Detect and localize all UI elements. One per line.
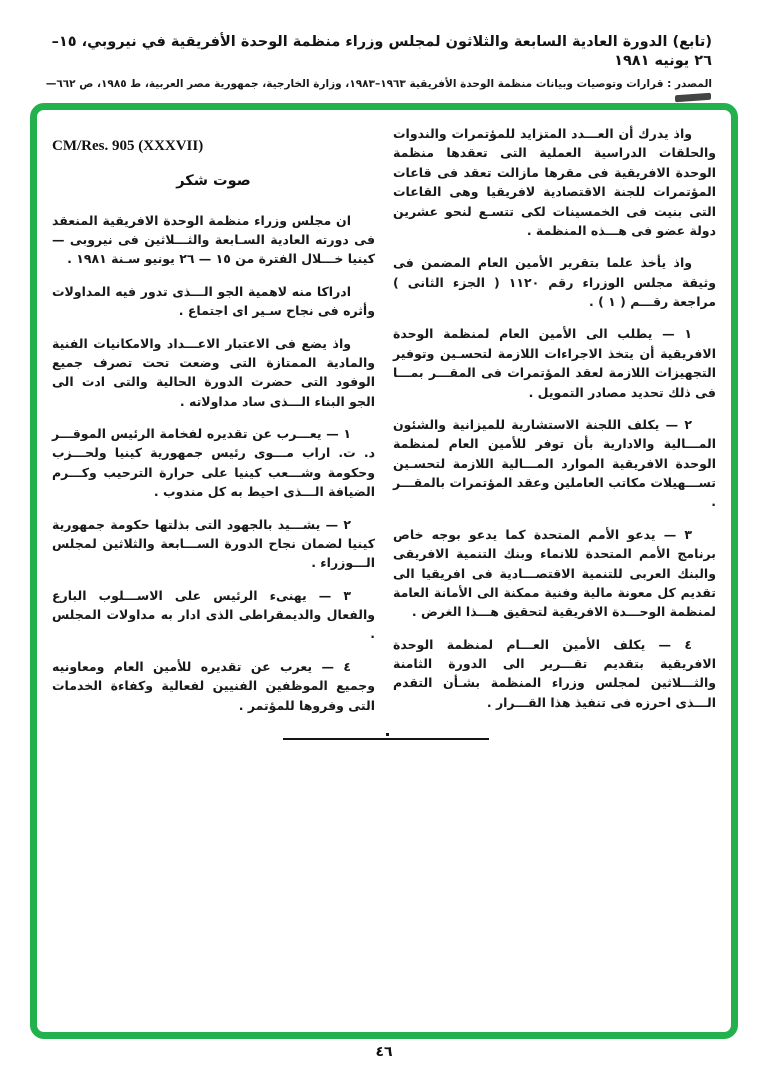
paragraph-operative-2: ٢ — يكلف اللجنة الاستشارية للميزانية والشئون المـــالية والادارية بأن توفر للأمين العام لمنظمة الوحدة الافريقية الموارد المـــالية اللازمة لتحسـين تســـهيلات مكاتب العاملين وعقد المؤتمرات بالمقـــر . [393, 416, 716, 510]
resolution-reference: CM/Res. 905 (XXXVII) [52, 138, 204, 154]
paragraph-operative-3: ٣ — يدعو الأمم المتحدة كما يدعو بوجه خاص برنامج الأمم المتحدة للانماء وبنك التنمية الافريقى والبنك العربى للتنمية الاقتصـــادية فى افريقيا الى تقديم كل معونة مالية وفنية ممكنة الى الأمانة العامة لمنظمة الوحـــدة الافريقية لتحقيق هـــذا الغرض . [393, 526, 716, 620]
paragraph-facilities: واذ يضع فى الاعتبار الاعـــداد والامكانيات الفنية والمادية الممتازة التى وضعت تحت تصرف جميع الوفود التى حضرت الدورة الحالية والتى ادت الى الجو البناء الـــذى ساد مداولاته . [52, 335, 375, 409]
page-number: ٤٦ [375, 1044, 393, 1060]
paragraph-council-session: ان مجلس وزراء منظمة الوحدة الافريقية المنعقد فى دورته العادية السـابعة والثـــلاثين فى نيروبى — كينيا خـــلال الفترة من ١٥ — ٢٦ يونيو سـنة ١٩٨١ . [52, 212, 375, 267]
paragraph-preamble-conferences: واذ يدرك أن العـــدد المتزايد للمؤتمرات والندوات والحلقات الدراسية العملية التى تعقدها منظمة الوحدة الافريقية فى مقرها مازالت تعقد فى قاعات المؤتمرات للجنة الاقتصادية لافريقيا وهى القاعات التى بنيت فى الخمسينات لكى تتسـع لنحو عشرين دولة عضو فى هـــذه المنظمة . [393, 126, 716, 238]
column-left [52, 124, 375, 728]
paragraph-operative-1: ١ — يطلب الى الأمين العام لمنظمة الوحدة الافريقية أن يتخذ الاجراءات اللازمة لتحسـين وتوفير التجهيزات اللازمة لعقد المؤتمرات فى المقـــر بمـــا فى ذلك تحديد مصادر التمويل . [393, 326, 716, 400]
paragraph-congrats-chair: ٣ — يهنىء الرئيس على الاســـلوب البارع والفعال والديمقراطى الذى ادار به مداولات المجلس . [52, 587, 375, 642]
paragraph-thanks-kenya: ٢ — يشـــيد بالجهود التى بذلتها حكومة جمهورية كينيا لضمان نجاح الدورة الســـابعة والثلاثين لمجلس الـــوزراء . [52, 516, 375, 571]
ink-smudge-icon [675, 93, 711, 103]
column-right [393, 124, 716, 728]
page-header [40, 33, 712, 105]
paragraph-thanks-secretary: ٤ — يعرب عن تقديره للأمين العام ومعاونيه وجميع الموظفين الفنيين لفعالية وكفاءة الخدمات التى وفروها للمؤتمر . [52, 658, 375, 713]
separator-line [283, 738, 489, 740]
header-session-line: (تابع) الدورة العادية السابعة والثلاثون لمجلس وزراء منظمة الوحدة الأفريقية في نيروبي، ١٥–٢٦ يونيه ١٩٨١ [51, 34, 712, 69]
header-source-line [40, 78, 712, 105]
two-column-layout [37, 110, 731, 728]
header-source-text: المصدر : قرارات وتوصيات وبيانات منظمة الوحدة الأفريقية ١٩٦٣–١٩٨٣، وزارة الخارجية، جمهورية مصر العربية، ط ١٩٨٥، ص ٦٦٢— [45, 77, 712, 90]
resolution-title: صوت شكر [176, 173, 251, 190]
paragraph-preamble-report: واذ يأخذ علما بتقرير الأمين العام المضمن فى وثيقة مجلس الوزراء رقم ١١٢٠ ( الجزء الثانى ) مراجعة رقـــم ( ١ ) . [393, 255, 716, 309]
paragraph-thanks-president: ١ — يعـــرب عن تقديره لفخامة الرئيس الموقـــر د. ت. اراب مـــوى رئيس جمهورية كينيا ولحـــزب وحكومة وشـــعب كينيا على حرارة الترحيب وكـــرم الضيافة الـــذى احيط به كل مندوب . [52, 426, 375, 500]
paragraph-atmosphere: ادراكا منه لاهمية الجو الـــذى تدور فيه المداولات وأثره فى نجاح سـير اى اجتماع . [52, 283, 375, 319]
green-document-frame [30, 103, 738, 1039]
paragraph-operative-4: ٤ — يكلف الأمين العـــام لمنظمة الوحدة الافريقية بتقديم تقـــرير الى الدورة الثامنة والثـــلاثين لمجلس وزراء المنظمة بشـأن التقدم الـــذى احرزه فى تنفيذ هذا القـــرار . [393, 636, 716, 710]
